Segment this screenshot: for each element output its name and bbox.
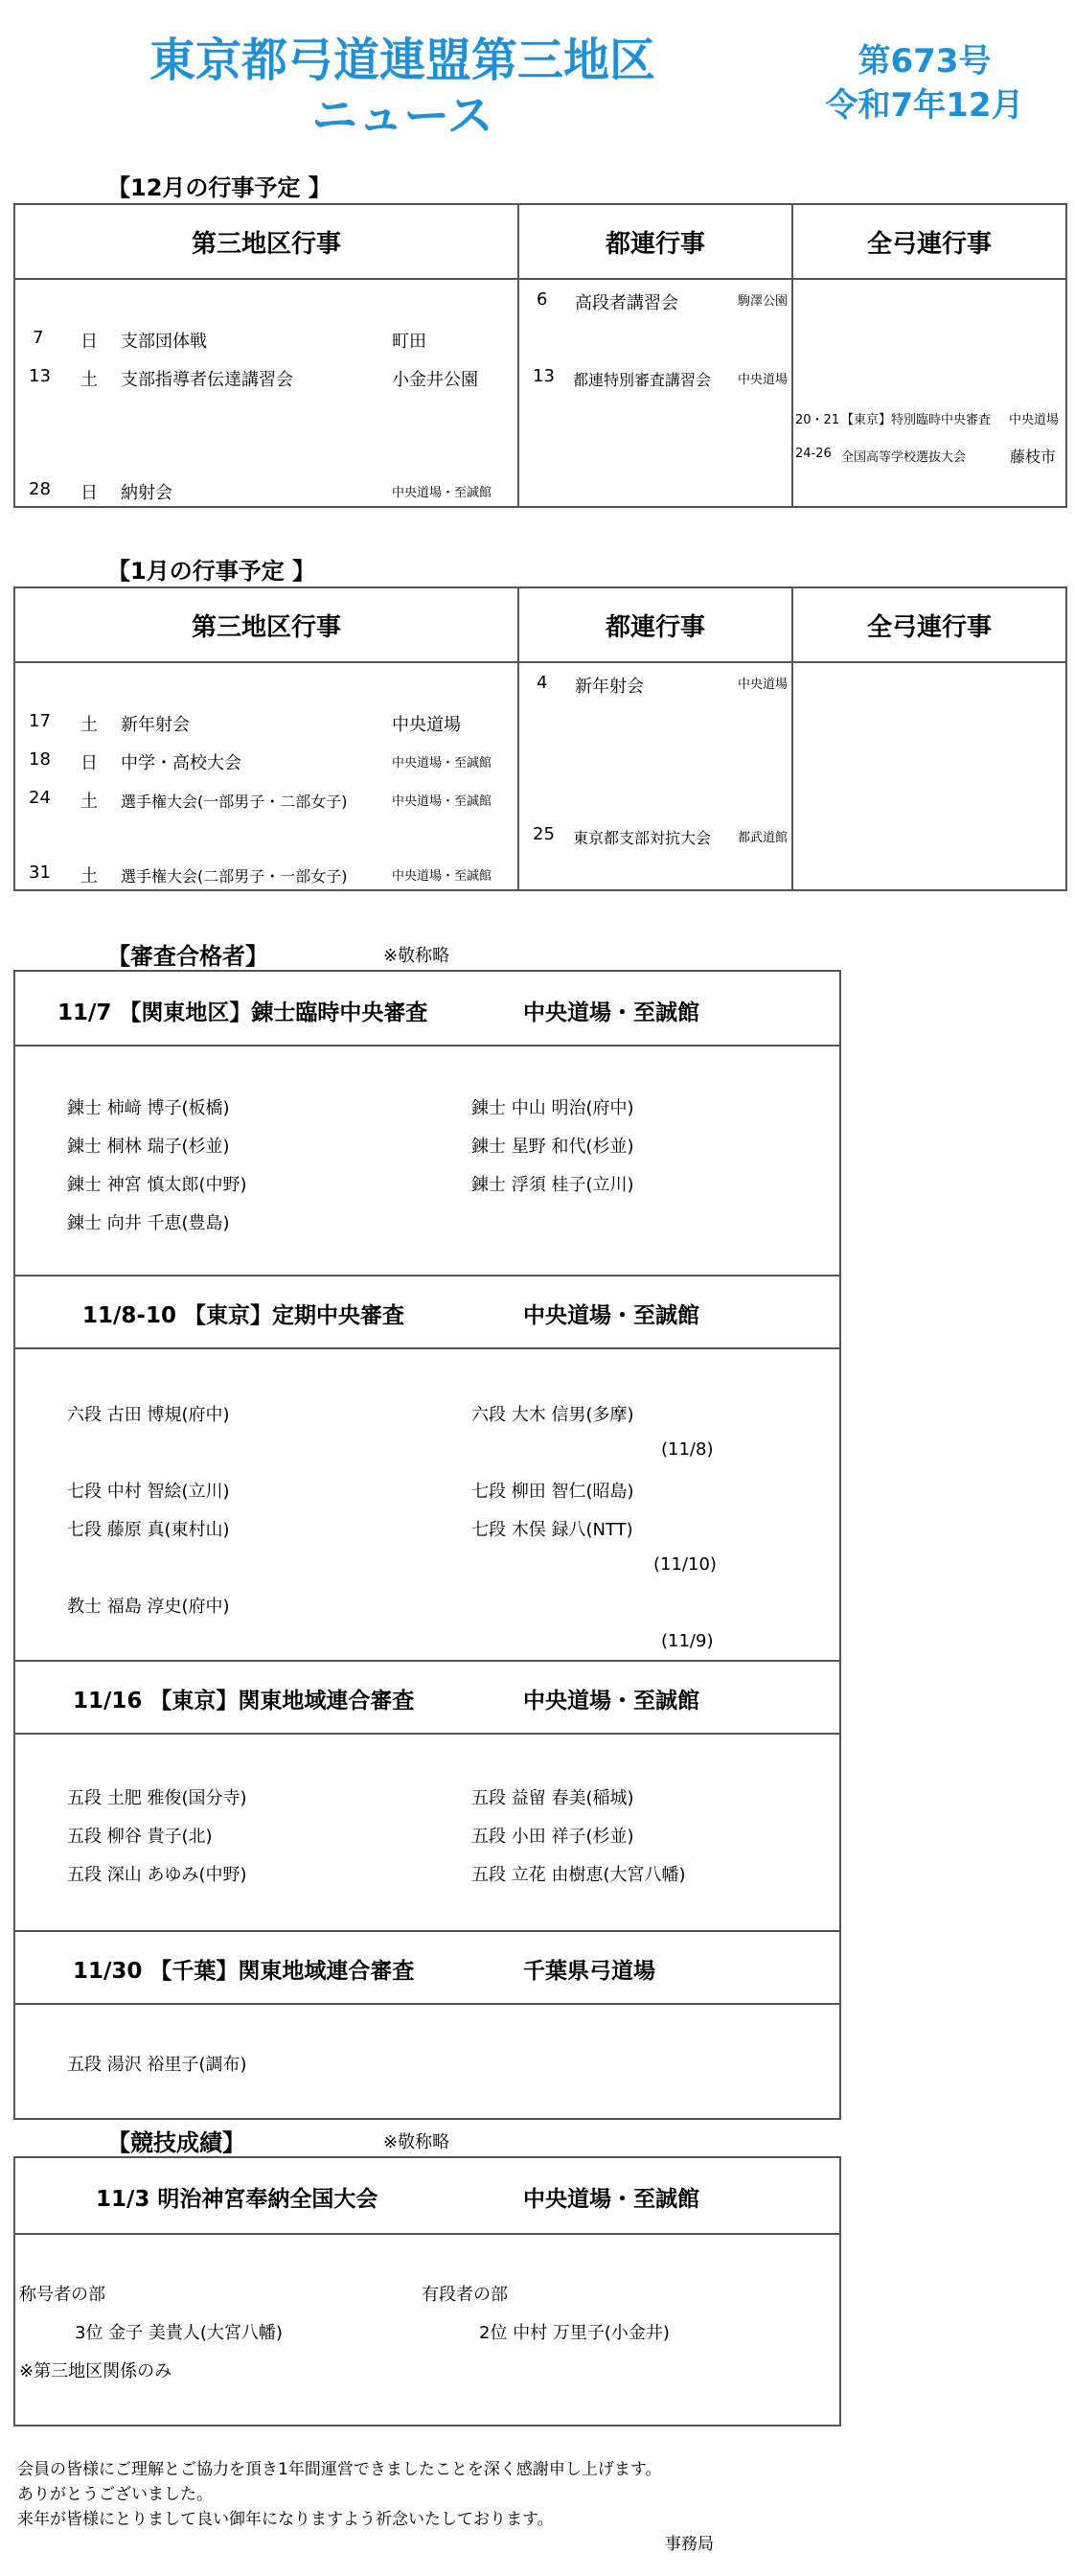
jan-d-venue-1: 中央道場・至誠館 bbox=[392, 756, 492, 770]
dec-t-day-1: 13 bbox=[533, 366, 555, 386]
dec-national-cell bbox=[792, 279, 1066, 507]
dec-t-day-0: 6 bbox=[537, 289, 548, 310]
exam-date-note: (11/9) bbox=[661, 1631, 714, 1651]
jan-d-dow-2: 土 bbox=[80, 792, 98, 812]
exam-section-header bbox=[15, 972, 839, 1046]
results-title: 11/3 明治神宮奉納全国大会 bbox=[96, 2187, 378, 2212]
jan-t-day-0: 4 bbox=[537, 673, 548, 693]
dec-d-event-0: 支部団体戦 bbox=[121, 332, 207, 352]
jan-heading: 【1月の行事予定 】 bbox=[107, 558, 316, 585]
passer: 七段 中村 智絵(立川) bbox=[67, 1482, 230, 1502]
passer: 錬士 神宮 慎太郎(中野) bbox=[67, 1175, 247, 1195]
exam-venue: 中央道場・至誠館 bbox=[523, 1000, 699, 1025]
dec-n-day-1: 24-26 bbox=[795, 447, 832, 461]
passer: 五段 深山 あゆみ(中野) bbox=[67, 1865, 247, 1885]
dec-d-event-2: 納射会 bbox=[121, 483, 172, 503]
dec-d-day-2: 28 bbox=[29, 479, 51, 499]
footer-line-3: 来年が皆様にとりまして良い御年になりますよう祈念いたしております。 bbox=[17, 2510, 554, 2529]
issue-date: 令和7年12月 bbox=[825, 86, 1024, 125]
passer: 教士 福島 淳史(府中) bbox=[67, 1597, 230, 1617]
results-venue: 中央道場・至誠館 bbox=[523, 2187, 699, 2212]
footer-sign: 事務局 bbox=[665, 2535, 714, 2554]
jan-d-venue-2: 中央道場・至誠館 bbox=[392, 794, 492, 809]
jan-tokyo-cell bbox=[518, 662, 792, 890]
jan-t-event-0: 新年射会 bbox=[575, 677, 644, 697]
jan-d-event-1: 中学・高校大会 bbox=[121, 753, 241, 773]
exam-section-header bbox=[15, 1660, 839, 1735]
exam-title: 11/16 【東京】関東地域連合審査 bbox=[73, 1689, 415, 1714]
jan-d-event-3: 選手権大会(二部男子・一部女子) bbox=[121, 867, 348, 886]
jan-national-cell bbox=[792, 662, 1066, 890]
exam-section-header bbox=[15, 1930, 839, 2005]
dec-d-venue-0: 町田 bbox=[392, 332, 426, 352]
exam-date-note: (11/8) bbox=[661, 1439, 714, 1460]
dec-t-venue-1: 中央道場 bbox=[738, 373, 789, 387]
results-left-head: 称号者の部 bbox=[19, 2285, 105, 2305]
passer: 錬士 星野 和代(杉並) bbox=[471, 1137, 634, 1157]
newsletter-title: 東京都弓道連盟第三地区 bbox=[149, 34, 655, 87]
passer: 錬士 桐林 瑞子(杉並) bbox=[67, 1137, 230, 1157]
dec-d-day-1: 13 bbox=[29, 366, 51, 386]
dec-d-dow-1: 土 bbox=[80, 370, 98, 390]
exam-venue: 千葉県弓道場 bbox=[523, 1959, 655, 1984]
exam-date-note: (11/10) bbox=[653, 1554, 717, 1575]
dec-d-event-1: 支部指導者伝達講習会 bbox=[121, 370, 293, 390]
jan-d-venue-0: 中央道場 bbox=[392, 715, 461, 735]
passer: 五段 湯沢 裕里子(調布) bbox=[67, 2055, 247, 2075]
dec-t-event-1: 都連特別審査講習会 bbox=[573, 371, 712, 389]
dec-district-cell bbox=[14, 279, 518, 507]
exam-venue: 中央道場・至誠館 bbox=[523, 1689, 699, 1714]
dec-col-tokyo: 都連行事 bbox=[518, 204, 792, 279]
jan-t-venue-0: 中央道場 bbox=[738, 678, 789, 692]
dec-n-event-1: 全国高等学校選抜大会 bbox=[841, 450, 967, 465]
jan-t-venue-1: 都武道館 bbox=[738, 831, 789, 845]
passer: 五段 益留 春美(稲城) bbox=[471, 1788, 634, 1808]
jan-t-event-1: 東京都支部対抗大会 bbox=[573, 829, 712, 847]
passer: 六段 大木 信男(多摩) bbox=[471, 1405, 634, 1425]
passer: 五段 土肥 雅俊(国分寺) bbox=[67, 1788, 247, 1808]
results-right-head: 有段者の部 bbox=[422, 2285, 508, 2305]
passer: 錬士 中山 明治(府中) bbox=[471, 1098, 634, 1118]
passer: 七段 柳田 智仁(昭島) bbox=[471, 1482, 634, 1502]
passer: 錬士 浮須 桂子(立川) bbox=[471, 1175, 634, 1195]
dec-n-venue-0: 中央道場 bbox=[1009, 413, 1060, 427]
results-footnote: ※第三地区関係のみ bbox=[19, 2361, 172, 2381]
dec-n-venue-1: 藤枝市 bbox=[1010, 448, 1057, 466]
jan-t-day-1: 25 bbox=[533, 824, 555, 844]
dec-col-national: 全弓連行事 bbox=[792, 204, 1066, 279]
dec-d-day-0: 7 bbox=[33, 328, 44, 348]
passer: 六段 古田 博規(府中) bbox=[67, 1405, 230, 1425]
footer-line-2: ありがとうございました。 bbox=[17, 2485, 213, 2504]
jan-d-dow-0: 土 bbox=[80, 715, 98, 735]
dec-t-event-0: 高段者講習会 bbox=[575, 293, 678, 313]
results-box bbox=[13, 2156, 841, 2426]
exam-title: 11/7 【関東地区】錬士臨時中央審査 bbox=[57, 1000, 428, 1025]
passer: 五段 小田 祥子(杉並) bbox=[471, 1827, 634, 1847]
exam-title: 11/8-10 【東京】定期中央審査 bbox=[82, 1303, 404, 1328]
exam-venue: 中央道場・至誠館 bbox=[523, 1303, 699, 1328]
passer: 錬士 柿﨑 博子(板橋) bbox=[67, 1098, 230, 1118]
issue-number: 第673号 bbox=[858, 42, 992, 80]
results-heading: 【競技成績】 bbox=[107, 2129, 245, 2156]
passer: 五段 立花 由樹恵(大宮八幡) bbox=[471, 1865, 686, 1885]
jan-d-day-2: 24 bbox=[29, 788, 51, 808]
jan-d-dow-1: 日 bbox=[80, 753, 98, 773]
dec-n-day-0: 20・21 bbox=[795, 413, 840, 427]
jan-d-dow-3: 土 bbox=[80, 866, 98, 886]
footer-line-1: 会員の皆様にご理解とご協力を頂き1年間運営できましたことを深く感謝申し上げます。 bbox=[17, 2460, 662, 2479]
dec-tokyo-cell bbox=[518, 279, 792, 507]
dec-schedule-table bbox=[13, 203, 1067, 508]
exam-title: 11/30 【千葉】関東地域連合審査 bbox=[73, 1959, 415, 1984]
jan-d-venue-3: 中央道場・至誠館 bbox=[392, 869, 492, 884]
passer: 七段 藤原 真(東村山) bbox=[67, 1520, 230, 1540]
exam-heading: 【審査合格者】 bbox=[107, 943, 268, 970]
dec-t-venue-0: 駒澤公園 bbox=[738, 294, 789, 309]
jan-col-national: 全弓連行事 bbox=[792, 587, 1066, 662]
jan-schedule-table bbox=[13, 586, 1067, 891]
passer: 七段 木俣 録八(NTT) bbox=[471, 1520, 633, 1540]
jan-col-tokyo: 都連行事 bbox=[518, 587, 792, 662]
dec-d-dow-0: 日 bbox=[80, 332, 98, 352]
results-right-line: 2位 中村 万里子(小金井) bbox=[479, 2323, 670, 2343]
jan-d-day-0: 17 bbox=[29, 711, 51, 731]
dec-d-venue-2: 中央道場・至誠館 bbox=[392, 486, 492, 500]
jan-d-event-0: 新年射会 bbox=[121, 715, 190, 735]
dec-d-venue-1: 小金井公園 bbox=[392, 370, 478, 390]
exam-box bbox=[13, 970, 841, 2120]
jan-d-event-2: 選手権大会(一部男子・二部女子) bbox=[121, 793, 348, 811]
results-left-line: 3位 金子 美貴人(大宮八幡) bbox=[75, 2323, 283, 2343]
jan-d-day-1: 18 bbox=[29, 749, 51, 770]
passer: 五段 柳谷 貴子(北) bbox=[67, 1827, 213, 1847]
exam-note: ※敬称略 bbox=[383, 946, 450, 966]
dec-d-dow-2: 日 bbox=[80, 483, 98, 503]
passer: 錬士 向井 千恵(豊島) bbox=[67, 1213, 230, 1233]
jan-d-day-3: 31 bbox=[29, 862, 51, 883]
exam-section-header bbox=[15, 1275, 839, 1349]
dec-heading: 【12月の行事予定 】 bbox=[107, 174, 332, 201]
jan-district-cell bbox=[14, 662, 518, 890]
results-header bbox=[15, 2158, 839, 2235]
dec-n-event-0: 【東京】特別臨時中央審査 bbox=[841, 413, 992, 427]
results-note: ※敬称略 bbox=[383, 2132, 450, 2152]
dec-col-district: 第三地区行事 bbox=[14, 204, 518, 279]
jan-col-district: 第三地区行事 bbox=[14, 587, 518, 662]
newsletter-subtitle: ニュース bbox=[311, 89, 493, 143]
